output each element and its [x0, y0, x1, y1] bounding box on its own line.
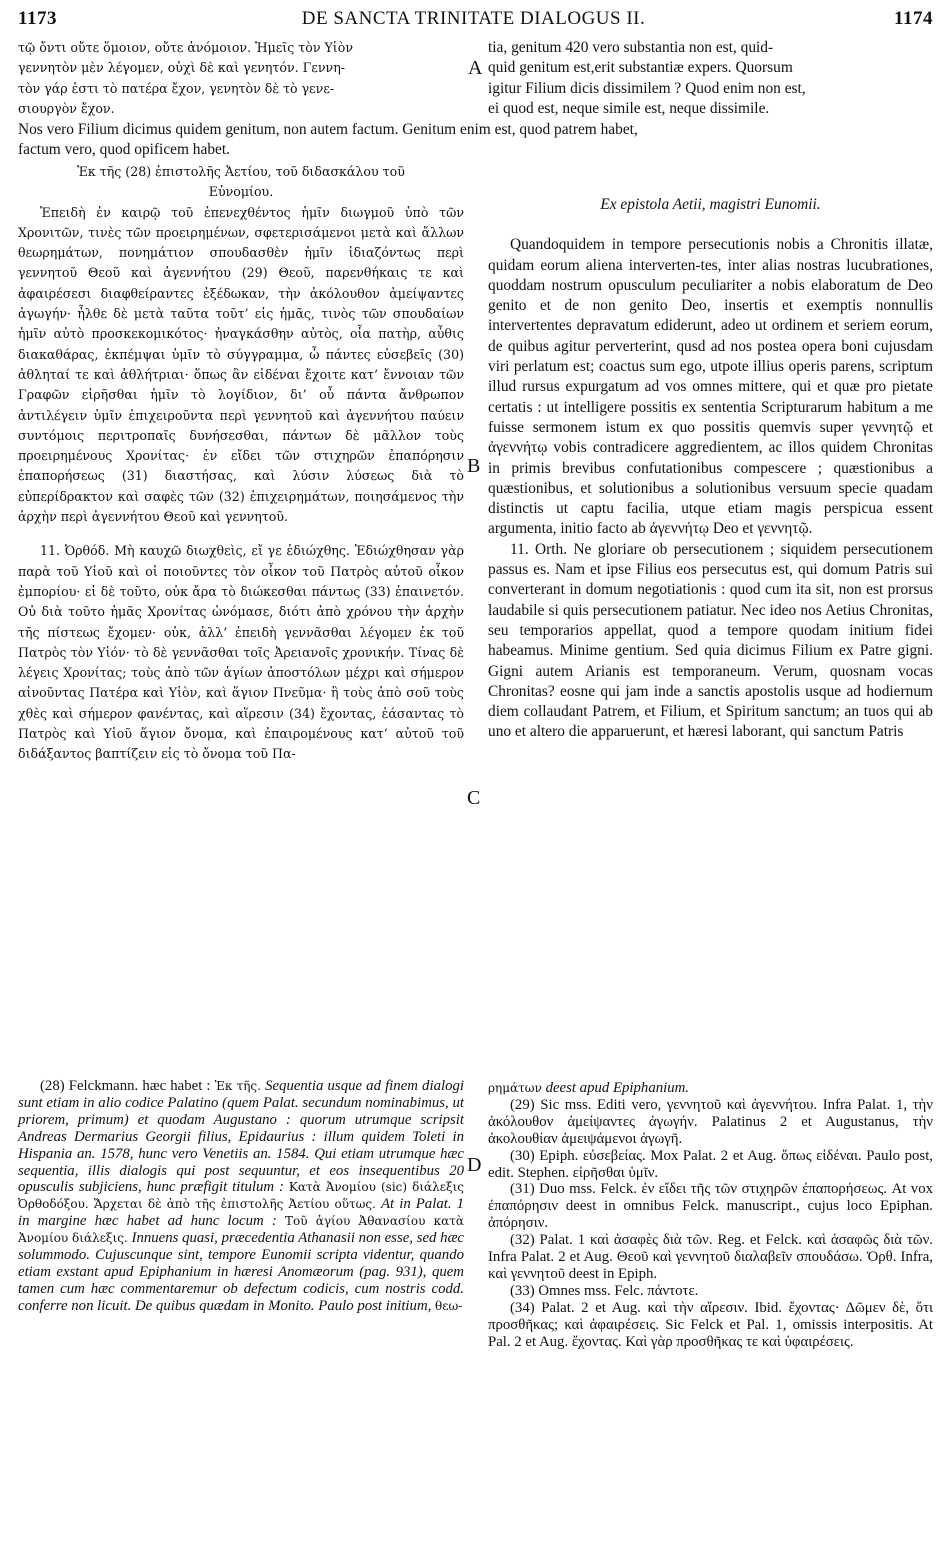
- footnote-33: (33) Omnes mss. Felc. πάντοτε.: [510, 1282, 699, 1299]
- note-text: (28) Felckmann. hæc habet :: [40, 1078, 215, 1094]
- left-page-number: 1173: [18, 8, 57, 29]
- text-line: τὸν γάρ ἐστι τὸ πατέρα ἔχον, γενητὸν δὲ τὸ γενε-: [18, 80, 335, 96]
- footnote-28: [18, 1078, 464, 1315]
- greek-column: [18, 162, 464, 765]
- footnote-34: (34) Palat. 2 et Aug. καὶ τὴν αἵρεσιν. Ibid. ἔχοντας· Δῶμεν δὲ, ὅτι προσθῆκας; καὶ ἀφαιρέσεις. Sic Felck et Pal. 1, omissis interpositis. At Pal. 2 et Aug. ἔχοντας. Καὶ γὰρ προσθῆκας τε καὶ ὑφαιρέσεις.: [488, 1299, 933, 1350]
- note-text: At in Palat. 1 in margine hæc habet ad hunc locum :: [18, 1196, 464, 1230]
- note-greek: Κατὰ Ἀνομίου (sic) διάλεξις Ὀρθοδόξου. Ἄρχεται δὲ ἀπὸ τῆς ἐπιστολῆς Ἀετίου οὕτως.: [18, 1180, 464, 1212]
- latin-paragraph: Quandoquidem in tempore persecutionis nobis a Chronitis illatæ, quidam eorum aliena interverten-tes, inter alias nostras lucubrationes, quoddam nostrum opusculum peculiariter a nobis elaboratum de Deo genito et de non genito Deo, insertis et exemptis nonnullis intervertentes depravatum ediderunt, adeo ut ordinem et seriem eorum, de quibus agitur perverterint, qusd ad nos postea opera boni cujusdam viri perlatum est; coactus sum ego, utpote illius operis parens, scriptum illud rursus expurgatum ad vos omnes mittere, qui et quæ pro pietate certatis : ut intelligere possitis ex sententia Scripturarum habitum a me fuisse sermonem istum ex quo possitis quemvis super γεννητῷ et ἀγεννήτῳ vobis contradicere aggredientem, ac illos quidem Chronitas in primis brevibus confutationibus compescere ; quæstionibus a quæstionibus, et solutionibus a solutionibus versuum specie quadam distinctis ut captu facilia, utque etiam magis perspicua essent argumenta, initio facto ab ἀγεννήτῳ Deo et γεννητῷ.: [488, 236, 933, 538]
- text-line: tia, genitum 420 vero substantia non est, quid-: [488, 39, 774, 56]
- greek-heading: Εὐνομίου.: [208, 184, 274, 200]
- left-footnotes: [18, 1078, 464, 1315]
- note-greek: ρημάτων: [488, 1081, 542, 1095]
- top-latin-block: [488, 38, 933, 119]
- right-page-number: 1174: [894, 8, 933, 29]
- right-footnotes: [488, 1080, 933, 1351]
- note-greek: θεω-: [435, 1298, 463, 1313]
- full-width-line: factum vero, quod opificem habet.: [18, 141, 230, 158]
- note-text: deest apud Epiphanium.: [541, 1080, 690, 1096]
- latin-paragraph-11: 11. Orth. Ne gloriare ob persecutionem ; siquidem persecutionem passus es. Nam et ipse Filius eos persecutus est, qui domum Patris sui converterant in domum negotiationis : quod cum ita sit, non est prorsus laudabile si quis persecutionem patiatur. Nec ideo nos Aetius Chronitas, seu temporarios appellat, quod a tempore quodam initium fidei habeamus. Minime gentium. Sed quia dicimus Filium ex Patre gigni. Gigni autem Arianis est temporaneum. Verum, quosnam vocas Chronitas? eosne qui jam inde a sanctis apostolis usque ad hodiernum diem collaudant Patrem, et Filium, et Spiritum sanctum; an tuos qui ab uno et altero die apparuerunt, et hæresi laborant, qui sanctum Patris: [488, 540, 933, 741]
- full-width-line: Nos vero Filium dicimus quidem genitum, non autem factum. Genitum enim est, quod patrem habet,: [18, 121, 638, 138]
- margin-letter-d: D: [467, 1154, 482, 1176]
- note-text: Innuens quasi, præcedentia Athanasii non esse, sed hæc solummodo. Cujuscunque sint, tempore Eunomii scripta videntur, quando etiam exstant apud Epiphanium in hæresi Anomæorum (pag. 931), quem tamen cum hæc commentaremur ob defectum codicis, cum nostris codd. conferre non licuit. De quibus quædam in Monito. Paulo post initium,: [18, 1230, 465, 1314]
- greek-paragraph-11: 11. Ὀρθόδ. Μὴ καυχῶ διωχθεὶς, εἴ γε ἐδιώχθης. Ἐδιώχθησαν γὰρ παρὰ τοῦ Υἱοῦ καὶ οἱ ποιοῦντες τὸν οἶκον τοῦ Πατρὸς αὐτοῦ οἶκον ἐμπορίου· εἰ δὲ τοῦτο, οὐκ ἄρα τὸ διώκεσθαι πάντως (33) ἐπαινετόν. Οὐ διὰ τοῦτο ἡμᾶς Χρονίτας ὠνόμασε, διότι ἀπὸ χρόνου τὴν ἀρχὴν τῆς πίστεως ἔχομεν· οὐκ, ἀλλ’ ἐπειδὴ γεννᾶσθαι λέγομεν ἐκ τοῦ Πατρὸς τὸν Υἱόν· τὸ δὲ γεννᾶσθαι τοῖς Ἀρειανοῖς χρονικήν. Τίνας δὲ λέγεις Χρονίτας; τοὺς ἀπὸ τῶν ἁγίων ἀποστόλων μέχρι καὶ σήμερον αἰνοῦντας Πατέρα καὶ Υἱὸν, καὶ ἅγιον Πνεῦμα· ἢ τοὺς ἀπὸ σοῦ τοὺς χθὲς καὶ σήμερον φανέντας, καὶ αἵρεσιν (34) ἔχοντας, ἐάσαντας τὸ Πατρὸς καὶ Υἱοῦ ἅγιον ὄνομα, καὶ ἐπαιρομένους κατ’ αὐτοῦ τοῦ διδάξαντος βαπτίζειν εἰς τὸ ὄνομα τοῦ Πα-: [18, 543, 464, 762]
- footnote-32: (32) Palat. 1 καὶ ἀσαφὲς διὰ τῶν. Reg. et Felck. καὶ ἀσαφῶς διὰ τῶν. Infra Palat. 2 et Aug. Θεοῦ καὶ γεννητοῦ διαλαβεῖν σπουδάσω. Ὀρθ. Infra, καὶ γεννητοῦ deest in Epiph.: [488, 1232, 933, 1282]
- margin-letter-b: B: [467, 455, 481, 477]
- text-line: igitur Filium dicis dissimilem ? Quod enim non est,: [488, 79, 806, 97]
- margin-letter-a: A: [468, 57, 483, 79]
- footnote-29: (29) Sic mss. Editi vero, γεννητοῦ καὶ ἀγεννήτου. Infra Palat. 1, τὴν ἀκόλουθον ἀμείψαντες ἀγωγήν. Palatinus 2 et Augustanus, τὴν ἀκολουθίαν ἀμειψάμενοι ἀγωγῆ.: [488, 1096, 933, 1147]
- note-text: Sequentia usque ad finem dialogi sunt etiam in alio codice Palatino (quem Palat. secundum nominabimus, ut priorem, primum) et quodam Augustano : quorum utrumque scripsit Andreas Dermarius Georgii filius, Epidaurius : illum quidem Toleti in Hispania an. 1578, hunc vero Venetiis an. 1584. Qui etiam utrumque hæc sequentia, illis dialogis qui post sequuntur, et eos insequentibus 20 opusculis subjiciens, hunc præfigit titulum :: [18, 1078, 464, 1196]
- text-line: γεννητὸν μὲν λέγομεν, οὐχὶ δὲ καὶ γενητόν. Γεννη-: [18, 60, 346, 76]
- greek-paragraph: Ἐπειδὴ ἐν καιρῷ τοῦ ἐπενεχθέντος ἡμῖν διωγμοῦ ὑπὸ τῶν Χρονιτῶν, τινὲς τῶν προειρημένων, σφετερισάμενοι μετὰ καὶ ἄλλων θεωρημάτων, πονημάτιον σπουδασθὲν ἡμῖν ἰδιαζόντως περὶ γεννητοῦ Θεοῦ καὶ ἀγεννήτου (29) Θεοῦ, παρενθήκαις τε καὶ ἀφαιρέσεσι διαφθείραντες ἐξέδωκαν, τὴν ἀκόλουθον ἀμείψαντες ἀγωγήν· ἦλθε δὲ μετὰ ταῦτα τοῦτ’ εἰς ἡμᾶς, τινὸς τῶν σπουδαίων ἡμῖν αὐτὸ προσκεκομικότος· ἠναγκάσθην αὐτὸς, οἷα πατὴρ, αὖθις διακαθάρας, ἐκπέμψαι ὑμῖν τὸ σύγγραμμα, ὦ πάντες εὐσεβεῖς (30) ἀθληταί τε καὶ ἀθλήτριαι· ὅπως ἂν εἰδέναι ἔχοιτε κατ’ ἔννοιαν τῶν Γραφῶν εἰρῆσθαι ἡμῖν τὸ λογίδιον, δι’ οὗ πάντα ἄνθρωπον ἀντιλέγειν ὑμῖν ἐπιχειροῦντα περὶ γεννητοῦ καὶ ἀγεννήτου παύειν συντόμοις περιτροπαῖς δυνήσεσθαι, πάντων δὲ μᾶλλον τοὺς προειρημένους Χρονίτας· ἐν εἴδει τῶν στιχηρῶν ἐπαπόρησιν ἐπαπορήσεως (31) διαστήσας, καὶ λύσιν λύσεως διὰ τὸ εὐπερίδρακτον καὶ σαφὲς τῶν (32) ἐπιχειρημάτων, ποιησάμενος τὴν ἀρχὴν περὶ ἀγεννήτου Θεοῦ καὶ γεννητοῦ.: [18, 204, 464, 525]
- text-line: ei quod est, neque simile est, neque dissimile.: [488, 99, 770, 117]
- footnote-30: (30) Epiph. εὐσεβείας. Mox Palat. 2 et Aug. ὅπως εἰδέναι. Paulo post, edit. Stephen. εἰρῆσθαι ὑμῖν.: [488, 1147, 933, 1181]
- latin-column: [488, 195, 933, 743]
- footnote-continuation: [488, 1080, 933, 1097]
- greek-heading: Ἐκ τῆς (28) ἐπιστολῆς Ἀετίου, τοῦ διδασκάλου τοῦ: [77, 164, 405, 179]
- text-line: τῷ ὄντι οὔτε ὅμοιον, οὔτε ἀνόμοιον. Ἡμεῖς τὸν Υἱὸν: [18, 40, 353, 55]
- top-greek-block: [18, 38, 464, 119]
- text-line: quid genitum est,erit substantiæ expers. Quorsum: [488, 59, 793, 77]
- running-title: DE SANCTA TRINITATE DIALOGUS II.: [301, 8, 646, 29]
- latin-heading: Ex epistola Aetii, magistri Eunomii.: [600, 196, 821, 213]
- footnote-31: (31) Duo mss. Felck. ἐν εἴδει τῆς τῶν στιχηρῶν ἐπαπορήσεως. At vox ἐπαπόρησιν deest in omnibus Felck. manuscript., cujus loco Epiphan. ἀπόρησιν.: [488, 1181, 933, 1232]
- margin-letter-c: C: [467, 787, 481, 809]
- text-line: σιουργὸν ἔχον.: [18, 100, 115, 116]
- note-greek: Ἐκ τῆς.: [214, 1079, 261, 1093]
- note-greek: Τοῦ ἁγίου Ἀθανασίου κατὰ Ἀνομίου διάλεξις.: [18, 1214, 464, 1246]
